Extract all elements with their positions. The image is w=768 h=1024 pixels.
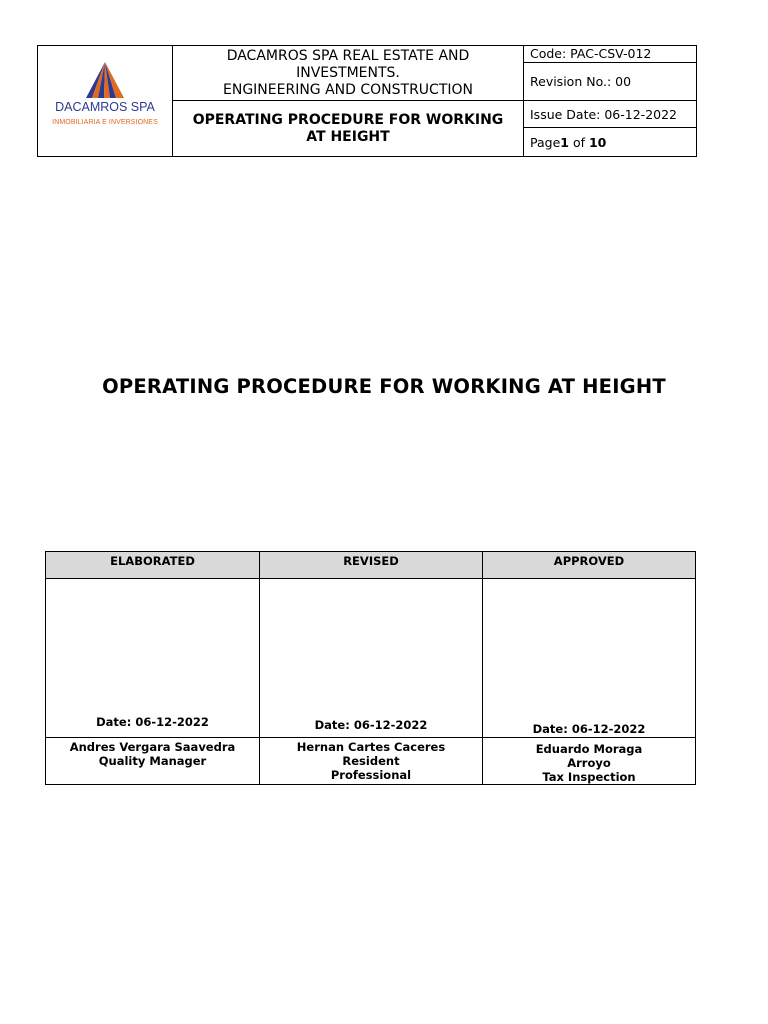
issue-date: Issue Date: 06-12-2022 [524,101,697,128]
main-title: OPERATING PROCEDURE FOR WORKING AT HEIGHT [102,375,666,398]
company-name [173,46,524,101]
signature-box-approved [483,579,696,738]
logo-cell [38,46,173,157]
header-approved: APPROVED [483,552,696,579]
document-header [37,45,697,157]
date-elaborated: Date: 06-12-2022 [96,715,209,729]
signer-line: Arroyo [567,756,611,770]
pyramid-logo-icon [82,62,128,100]
document-code: Code: PAC-CSV-012 [524,46,697,63]
signer-line: Quality Manager [98,754,207,768]
page-current: 1 [560,134,569,150]
signer-line: Eduardo Moraga [535,742,643,756]
logo-name: DACAMROS SPA [55,100,155,114]
page-number [524,128,697,157]
procedure-title [173,101,524,157]
signature-box-revised [260,579,483,738]
signer-line: Professional [330,768,412,782]
header-elaborated: ELABORATED [46,552,260,579]
signer-line: Tax Inspection [542,770,636,784]
company-logo [38,46,172,156]
signer-line: Hernan Cartes Caceres [296,740,446,754]
company-line: DACAMROS SPA REAL ESTATE AND [226,47,470,64]
signature-box-elaborated [46,579,260,738]
company-line: ENGINEERING AND CONSTRUCTION [223,81,473,98]
signer-revised [260,738,483,785]
page-of: of [568,134,589,150]
page-total: 10 [588,134,607,150]
signer-approved [483,738,696,785]
company-line: INVESTMENTS. [296,64,400,81]
page-prefix: Page [530,134,561,150]
signer-elaborated [46,738,260,785]
header-revised: REVISED [260,552,483,579]
procedure-title-line: OPERATING PROCEDURE FOR WORKING [192,111,504,128]
procedure-title-line: AT HEIGHT [306,128,390,145]
signature-table [45,551,696,785]
revision-number: Revision No.: 00 [524,63,697,101]
signer-line: Andres Vergara Saavedra [69,740,236,754]
date-approved: Date: 06-12-2022 [532,722,646,736]
logo-subtitle: INMOBILIARIA E INVERSIONES [52,119,158,126]
signer-line: Resident [342,754,400,768]
date-revised: Date: 06-12-2022 [314,718,428,732]
